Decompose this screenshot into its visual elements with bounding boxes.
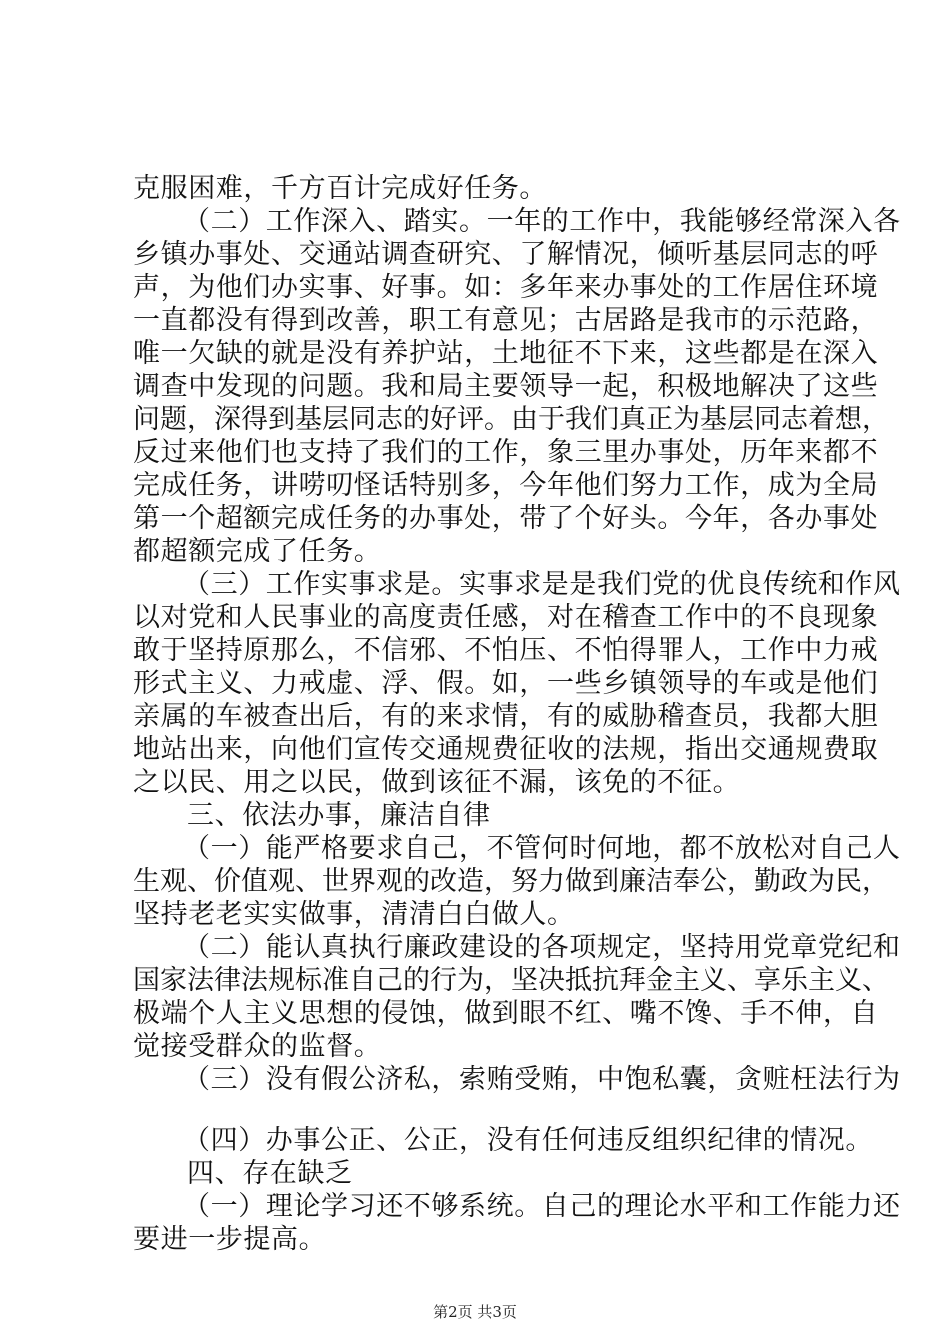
text-line: 要进一步提高。 bbox=[133, 1224, 327, 1255]
text-line: 之以民、用之以民，做到该征不漏，该免的不征。 bbox=[133, 767, 741, 798]
text-line: 敢于坚持原那么，不信邪、不怕压、不怕得罪人，工作中力戒 bbox=[133, 635, 879, 666]
text-line: 调查中发现的问题。我和局主要领导一起，积极地解决了这些 bbox=[133, 371, 879, 402]
text-line: （四）办事公正、公正，没有任何违反组织纪律的情况。 bbox=[183, 1125, 873, 1156]
text-line: 地站出来，向他们宣传交通规费征收的法规，指出交通规费取 bbox=[133, 734, 879, 765]
page-footer: 第2页 共3页 bbox=[433, 1303, 517, 1321]
text-line: 乡镇办事处、交通站调查研究、了解情况，倾听基层同志的呼 bbox=[133, 239, 879, 270]
text-line: 问题，深得到基层同志的好评。由于我们真正为基层同志着想， bbox=[133, 404, 889, 435]
text-line: 完成任务，讲唠叨怪话特别多，今年他们努力工作，成为全局 bbox=[133, 470, 879, 501]
text-line: 亲属的车被查出后，有的来求情，有的威胁稽查员，我都大胆 bbox=[133, 701, 879, 732]
text-line: 声，为他们办实事、好事。如：多年来办事处的工作居住环境 bbox=[133, 272, 879, 303]
text-line: （一）能严格要求自己，不管何时何地，都不放松对自己人 bbox=[183, 833, 901, 864]
text-line: （二）工作深入、踏实。一年的工作中，我能够经常深入各 bbox=[183, 206, 901, 237]
text-line: 坚持老老实实做事，清清白白做人。 bbox=[133, 899, 575, 930]
text-line: 克服困难，千方百计完成好任务。 bbox=[133, 173, 547, 204]
text-line: 一直都没有得到改善，职工有意见；古居路是我市的示范路， bbox=[133, 305, 879, 336]
text-line: 以对党和人民事业的高度责任感，对在稽查工作中的不良现象 bbox=[133, 602, 879, 633]
text-line: 第一个超额完成任务的办事处，带了个好头。今年，各办事处 bbox=[133, 503, 879, 534]
text-line: （一）理论学习还不够系统。自己的理论水平和工作能力还 bbox=[183, 1191, 901, 1222]
text-line: 形式主义、力戒虚、浮、假。如，一些乡镇领导的车或是他们 bbox=[133, 668, 879, 699]
text-line: 反过来他们也支持了我们的工作，象三里办事处，历年来都不 bbox=[133, 437, 879, 468]
text-line: 觉接受群众的监督。 bbox=[133, 1031, 382, 1062]
text-line: 极端个人主义思想的侵蚀，做到眼不红、嘴不馋、手不伸，自 bbox=[133, 998, 879, 1029]
section-heading: 四、存在缺乏 bbox=[187, 1158, 353, 1189]
text-line: （三）没有假公济私，索贿受贿，中饱私囊，贪赃枉法行为 bbox=[183, 1064, 901, 1095]
text-line: （二）能认真执行廉政建设的各项规定，坚持用党章党纪和 bbox=[183, 932, 901, 963]
text-line: 唯一欠缺的就是没有养护站，土地征不下来，这些都是在深入 bbox=[133, 338, 879, 369]
text-line: 生观、价值观、世界观的改造，努力做到廉洁奉公，勤政为民， bbox=[133, 866, 889, 897]
section-heading: 三、依法办事，廉洁自律 bbox=[187, 800, 491, 831]
text-line: 国家法律法规标准自己的行为，坚决抵抗拜金主义、享乐主义、 bbox=[133, 965, 889, 996]
text-line: （三）工作实事求是。实事求是是我们党的优良传统和作风 bbox=[183, 569, 901, 600]
text-line: 都超额完成了任务。 bbox=[133, 536, 382, 567]
